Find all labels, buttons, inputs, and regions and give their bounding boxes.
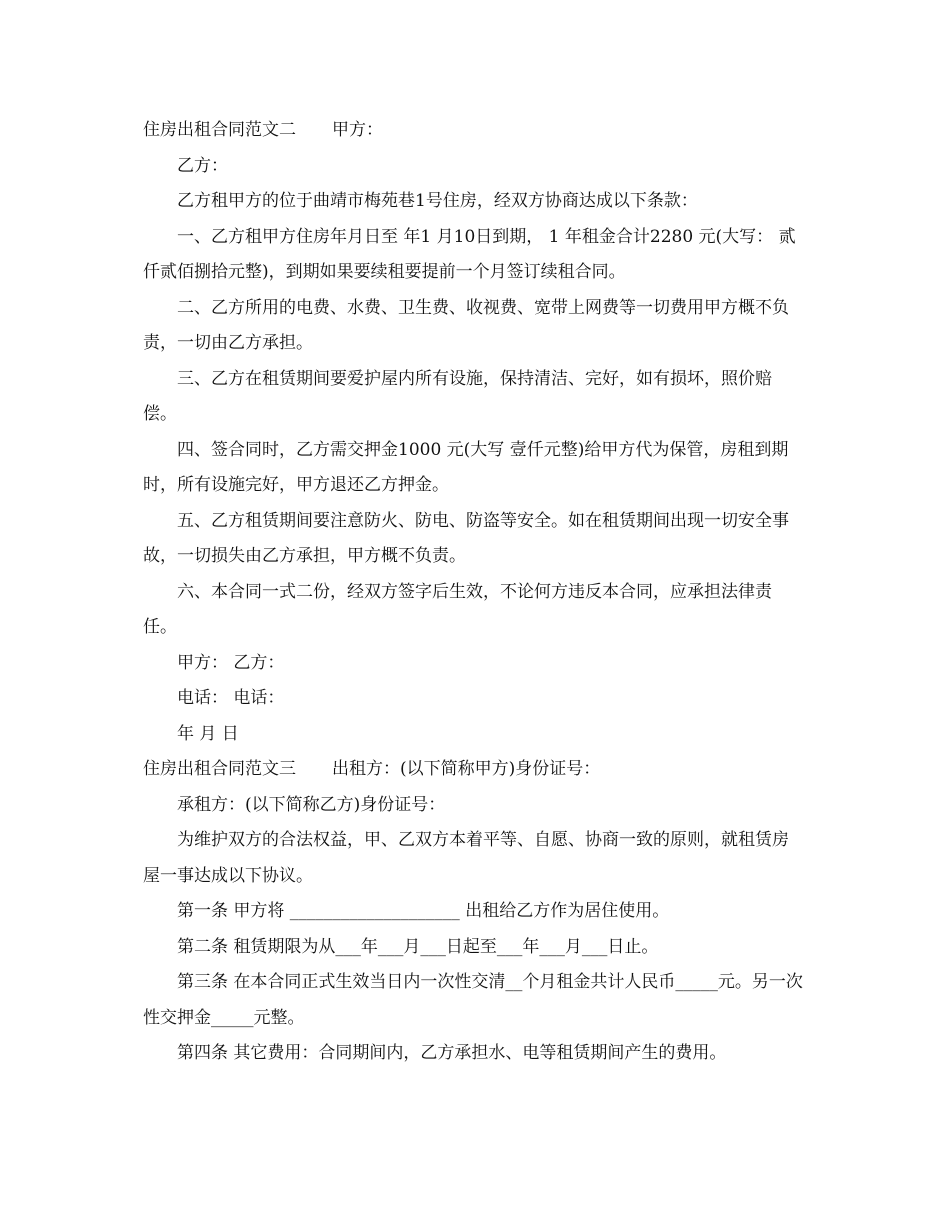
paragraph-intro: 乙方租甲方的位于曲靖市梅苑巷1号住房，经双方协商达成以下条款： <box>177 191 698 211</box>
document-body <box>143 113 805 1072</box>
article-4: 第四条 其它费用：合同期间内，乙方承担水、电等租赁期间产生的费用。 <box>177 1043 727 1063</box>
clause-1: 一、乙方租甲方住房年月日至 年1 月10日到期， 1 年租金合计2280 元(大写： 贰仟贰佰捌拾元整)，到期如果要续租要提前一个月签订续租合同。 <box>143 226 796 282</box>
section-heading-2 <box>143 113 805 149</box>
article-3: 第三条 在本合同正式生效当日内一次性交清__个月租金共计人民币_____元。另一次性交押金_____元整。 <box>143 972 803 1028</box>
party-a-label: 甲方： <box>332 120 383 140</box>
date-line: 年 月 日 <box>177 723 239 744</box>
article-2: 第二条 租赁期限为从___年___月___日起至___年___月___日止。 <box>177 936 659 957</box>
signature-line: 甲方： 乙方： <box>177 652 285 673</box>
paragraph-purpose: 为维护双方的合法权益，甲、乙双方本着平等、自愿、协商一致的原则，就租赁房屋一事达成以下协议。 <box>143 830 789 886</box>
clause-6: 六、本合同一式二份，经双方签字后生效，不论何方违反本合同，应承担法律责任。 <box>143 581 772 637</box>
party-b-label: 乙方： <box>177 155 228 176</box>
clause-2: 二、乙方所用的电费、水费、卫生费、收视费、宽带上网费等一切费用甲方概不负责，一切由乙方承担。 <box>143 297 789 353</box>
section-title-2: 住房出租合同范文二 <box>143 120 296 140</box>
clause-5: 五、乙方租赁期间要注意防火、防电、防盗等安全。如在租赁期间出现一切安全事故，一切损失由乙方承担，甲方概不负责。 <box>143 510 789 566</box>
section-title-3: 住房出租合同范文三 <box>143 759 296 779</box>
clause-3: 三、乙方在租赁期间要爱护屋内所有设施，保持清洁、完好，如有损坏，照价赔偿。 <box>143 368 772 424</box>
lessee-label: 承租方：(以下简称乙方)身份证号： <box>177 794 446 815</box>
clause-4: 四、签合同时，乙方需交押金1000 元(大写 壹仟元整)给甲方代为保管，房租到期时，所有设施完好，甲方退还乙方押金。 <box>143 439 789 495</box>
phone-line: 电话： 电话： <box>177 688 285 708</box>
section-heading-3 <box>143 752 805 788</box>
article-1: 第一条 甲方将 ____________________ 出租给乙方作为居住使用。 <box>177 901 670 921</box>
lessor-label: 出租方：(以下简称甲方)身份证号： <box>332 759 601 779</box>
